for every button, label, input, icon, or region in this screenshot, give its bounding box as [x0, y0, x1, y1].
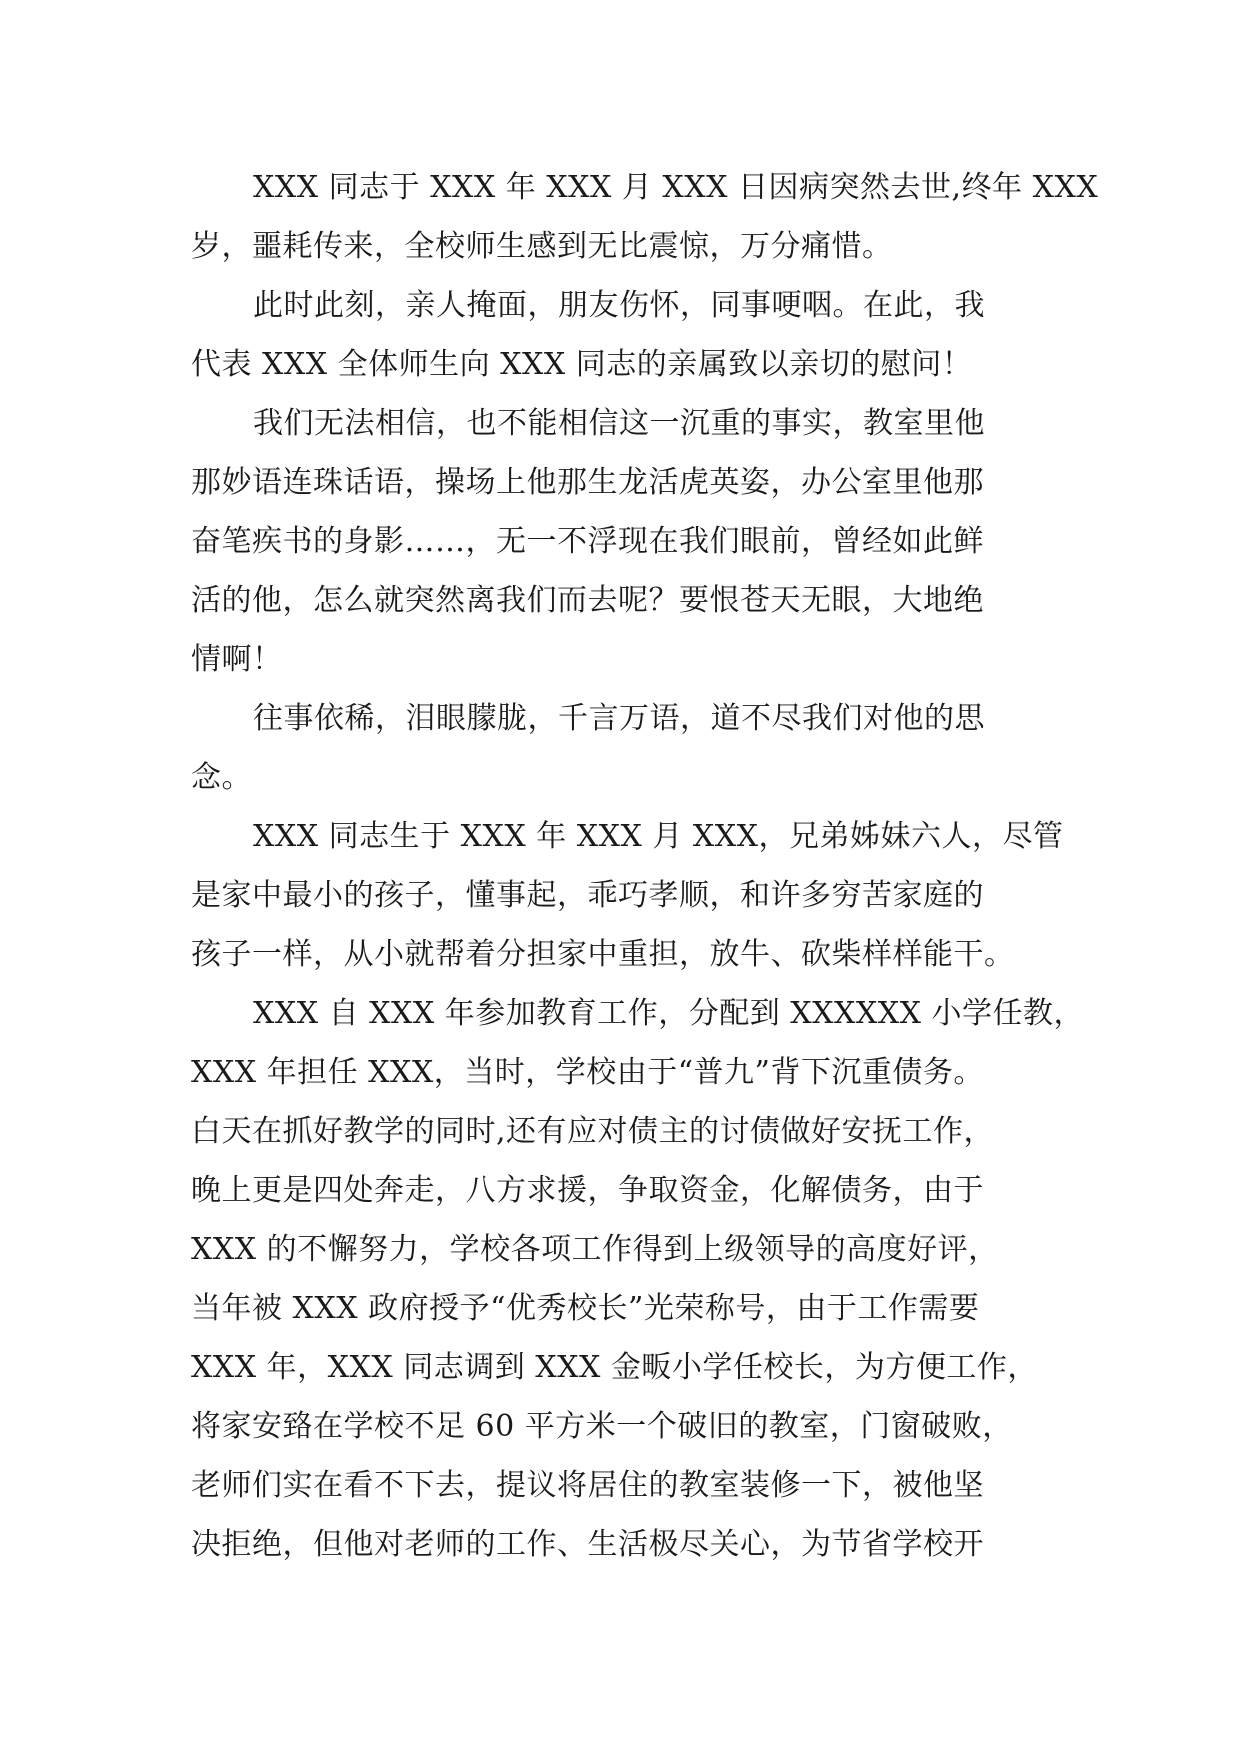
- text-line: 岁，噩耗传来，全校师生感到无比震惊，万分痛惜。: [191, 229, 893, 264]
- text-line: 奋笔疾书的身影……，无一不浮现在我们眼前，曾经如此鲜: [191, 524, 984, 559]
- text-line: 老师们实在看不下去，提议将居住的教室装修一下，被他坚: [191, 1468, 984, 1503]
- text-line: 白天在抓好教学的同时,还有应对债主的讨债做好安抚工作，: [191, 1114, 995, 1149]
- text-line: 当年被 XXX 政府授予“优秀校长”光荣称号，由于工作需要: [191, 1291, 980, 1326]
- paragraph-2: [191, 276, 1071, 394]
- paragraph-4: [191, 689, 1071, 807]
- paragraph-1: [191, 158, 1099, 276]
- text-line: XXX 年担任 XXX，当时，学校由于“普九”背下沉重债务。: [191, 1055, 984, 1090]
- text-line: 将家安臵在学校不足 60 平方米一个破旧的教室，门窗破败，: [191, 1409, 1013, 1444]
- text-line: 活的他，怎么就突然离我们而去呢？要恨苍天无眼，大地绝: [191, 583, 984, 618]
- text-line: 孩子一样，从小就帮着分担家中重担，放牛、砍柴样样能干。: [191, 937, 1015, 972]
- text-line: 晚上更是四处奔走，八方求援，争取资金，化解债务，由于: [191, 1173, 984, 1208]
- text-line: 是家中最小的孩子，懂事起，乖巧孝顺，和许多穷苦家庭的: [191, 878, 984, 913]
- text-line: 决拒绝，但他对老师的工作、生活极尽关心，为节省学校开: [191, 1527, 984, 1562]
- document-body: [191, 158, 1099, 1574]
- text-line: 往事依稀，泪眼朦胧，千言万语，道不尽我们对他的思: [253, 701, 985, 736]
- text-line: 代表 XXX 全体师生向 XXX 同志的亲属致以亲切的慰问！: [191, 347, 973, 382]
- text-line: 那妙语连珠话语，操场上他那生龙活虎英姿，办公室里他那: [191, 465, 984, 500]
- text-line: 此时此刻，亲人掩面，朋友伤怀，同事哽咽。在此，我: [253, 288, 985, 323]
- text-line: 念。: [191, 760, 252, 795]
- text-line: XXX 自 XXX 年参加教育工作，分配到 XXXXXX 小学任教，: [253, 996, 1084, 1031]
- text-line: XXX 同志生于 XXX 年 XXX 月 XXX，兄弟姊妹六人，尽管: [253, 819, 1064, 854]
- paragraph-5: [191, 807, 1071, 984]
- text-line: 情啊！: [191, 642, 283, 677]
- text-line: XXX 同志于 XXX 年 XXX 月 XXX 日因病突然去世,终年 XXX: [253, 170, 1099, 205]
- paragraph-3: [191, 394, 1071, 689]
- text-line: XXX 的不懈努力，学校各项工作得到上级领导的高度好评，: [191, 1232, 999, 1267]
- paragraph-6: [191, 984, 1084, 1574]
- text-line: 我们无法相信，也不能相信这一沉重的事实，教室里他: [253, 406, 985, 441]
- text-line: XXX 年，XXX 同志调到 XXX 金畈小学任校长，为方便工作，: [191, 1350, 1038, 1385]
